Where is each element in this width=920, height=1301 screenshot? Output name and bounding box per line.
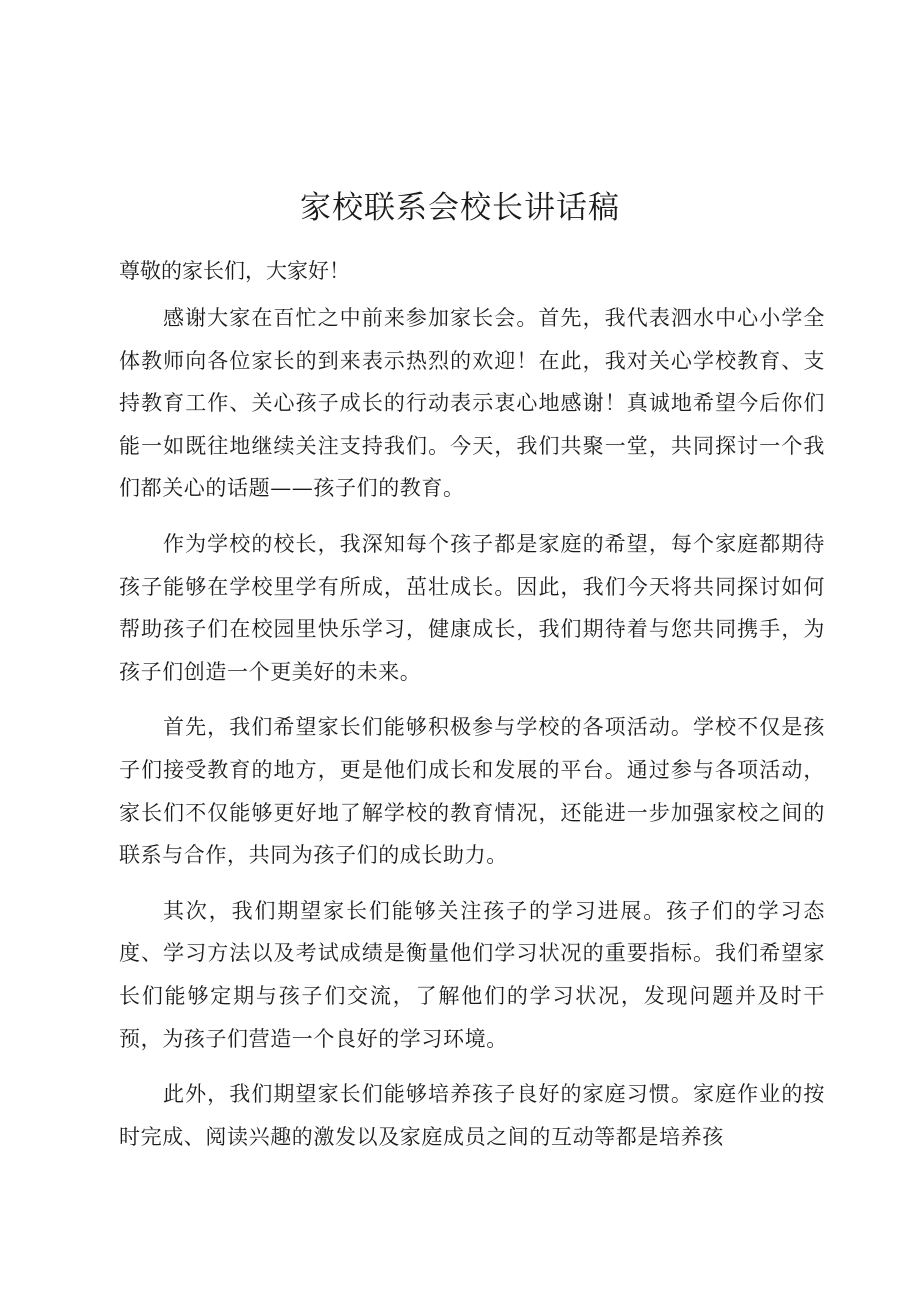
salutation: 尊敬的家长们，大家好！: [119, 259, 350, 283]
paragraph-4: 其次，我们期望家长们能够关注孩子的学习进展。孩子们的学习态度、学习方法以及考试成绩是衡量他们学习状况的重要指标。我们希望家长们能够定期与孩子们交流，了解他们的学习状况，发现问题并及时干预，为孩子们营造一个良好的学习环境。: [119, 898, 825, 1051]
paragraph-1: 感谢大家在百忙之中前来参加家长会。首先，我代表泗水中心小学全体教师向各位家长的到来表示热烈的欢迎！在此，我对关心学校教育、支持教育工作、关心孩子成长的行动表示衷心地感谢！真诚地希望今后你们能一如既往地继续关注支持我们。今天，我们共聚一堂，共同探讨一个我们都关心的话题——孩子们的教育。: [119, 306, 825, 501]
paragraph-2: 作为学校的校长，我深知每个孩子都是家庭的希望，每个家庭都期待孩子能够在学校里学有所成，茁壮成长。因此，我们今天将共同探讨如何帮助孩子们在校园里快乐学习，健康成长，我们期待着与您共同携手，为孩子们创造一个更美好的未来。: [119, 531, 825, 684]
paragraph-5: 此外，我们期望家长们能够培养孩子良好的家庭习惯。家庭作业的按时完成、阅读兴趣的激发以及家庭成员之间的互动等都是培养孩: [119, 1082, 825, 1149]
paragraph-3: 首先，我们希望家长们能够积极参与学校的各项活动。学校不仅是孩子们接受教育的地方，更是他们成长和发展的平台。通过参与各项活动，家长们不仅能够更好地了解学校的教育情况，还能进一步加强家校之间的联系与合作，共同为孩子们的成长助力。: [119, 715, 825, 868]
document-body: [119, 297, 825, 1171]
document-title: 家校联系会校长讲话稿: [300, 190, 620, 226]
